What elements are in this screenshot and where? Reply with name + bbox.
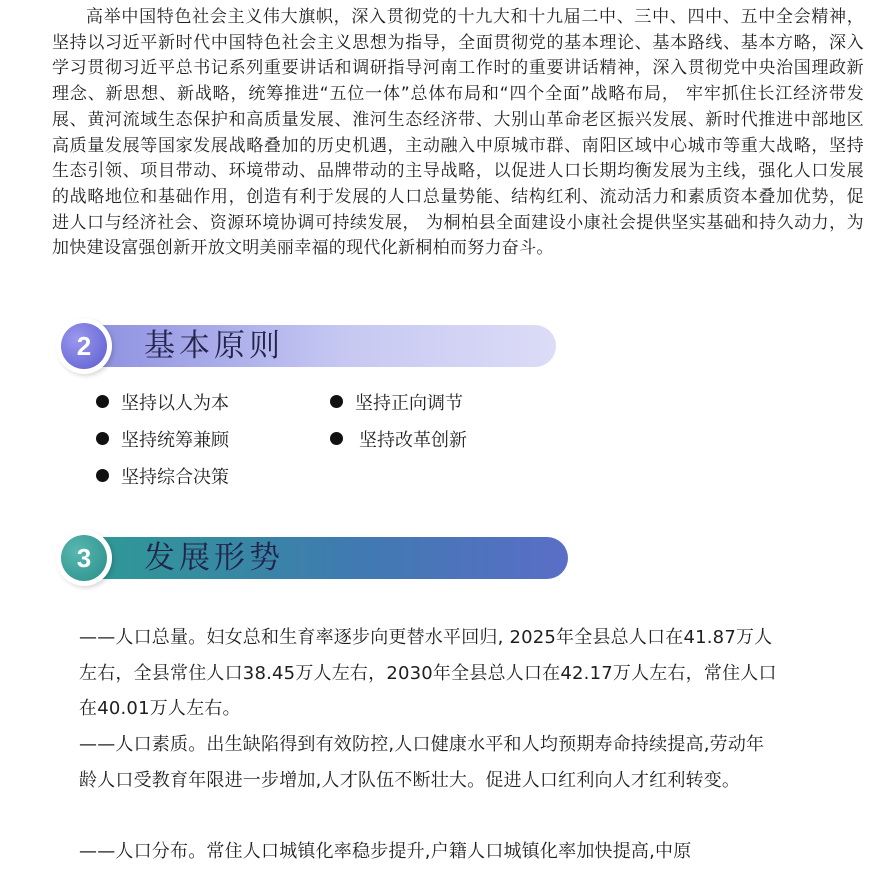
- trend-item-population-quality: ——人口素质。出生缺陷得到有效防控,人口健康水平和人均预期寿命持续提高,劳动年龄人口受教育年限进一步增加,人才队伍不断壮大。促进人口红利向人才红利转变。: [79, 734, 765, 791]
- section-2-header: [56, 318, 586, 374]
- principle-label: 坚持统筹兼顾: [121, 430, 229, 451]
- trend-item-population-total: ——人口总量。妇女总和生育率逐步向更替水平回归, 2025年全县总人口在41.87万人左右，全县常住人口38.45万人左右，2030年全县总人口在42.17万人左右，常住人口在40.01万人左右。: [79, 627, 777, 720]
- trend-item-population-distribution: ——人口分布。常住人口城镇化率稳步提升,户籍人口城镇化率加快提高,中原: [79, 841, 692, 862]
- principle-label: 坚持改革创新: [359, 430, 467, 451]
- principle-item: [330, 392, 463, 416]
- bullet-icon: [96, 432, 109, 445]
- principle-item: [96, 466, 229, 490]
- section-3-header: [56, 530, 596, 586]
- section-2-badge: [56, 318, 112, 374]
- bullet-icon: [96, 395, 109, 408]
- section-2-number: 2: [61, 323, 107, 369]
- principle-item: [96, 429, 229, 453]
- bullet-icon: [330, 432, 343, 445]
- intro-paragraph: 高举中国特色社会主义伟大旗帜，深入贯彻党的十九大和十九届二中、三中、四中、五中全会精神，坚持以习近平新时代中国特色社会主义思想为指导，全面贯彻党的基本理论、基本路线、基本方略，深入学习贯彻习近平总书记系列重要讲话和调研指导河南工作时的重要讲话精神，深入贯彻党中央治国理政新理念、新思想、新战略，统筹推进“五位一体”总体布局和“四个全面”战略布局， 牢牢抓住长江经济带发展、黄河流域生态保护和高质量发展、淮河生态经济带、大别山革命老区振兴发展、新时代推进中部地区高质量发展等国家发展战略叠加的历史机遇，主动融入中原城市群、南阳区域中心城市等重大战略，坚持生态引领、项目带动、环境带动、品牌带动的主导战略，以促进人口长期均衡发展为主线，强化人口发展的战略地位和基础作用，创造有利于发展的人口总量势能、结构红利、流动活力和素质资本叠加优势，促进人口与经济社会、资源环境协调可持续发展， 为桐柏县全面建设小康社会提供坚实基础和持久动力，为加快建设富强创新开放文明美丽幸福的现代化新桐柏而努力奋斗。: [52, 7, 864, 259]
- principle-item: [330, 429, 467, 453]
- principle-label: 坚持正向调节: [355, 393, 463, 414]
- bullet-icon: [330, 395, 343, 408]
- section-3-title: 发展形势: [144, 540, 284, 576]
- bullet-icon: [96, 469, 109, 482]
- section-2-title: 基本原则: [144, 328, 284, 364]
- section-3-number: 3: [61, 535, 107, 581]
- principle-label: 坚持综合决策: [121, 467, 229, 488]
- section-3-badge: [56, 530, 112, 586]
- principle-label: 坚持以人为本: [121, 393, 229, 414]
- principle-item: [96, 392, 229, 416]
